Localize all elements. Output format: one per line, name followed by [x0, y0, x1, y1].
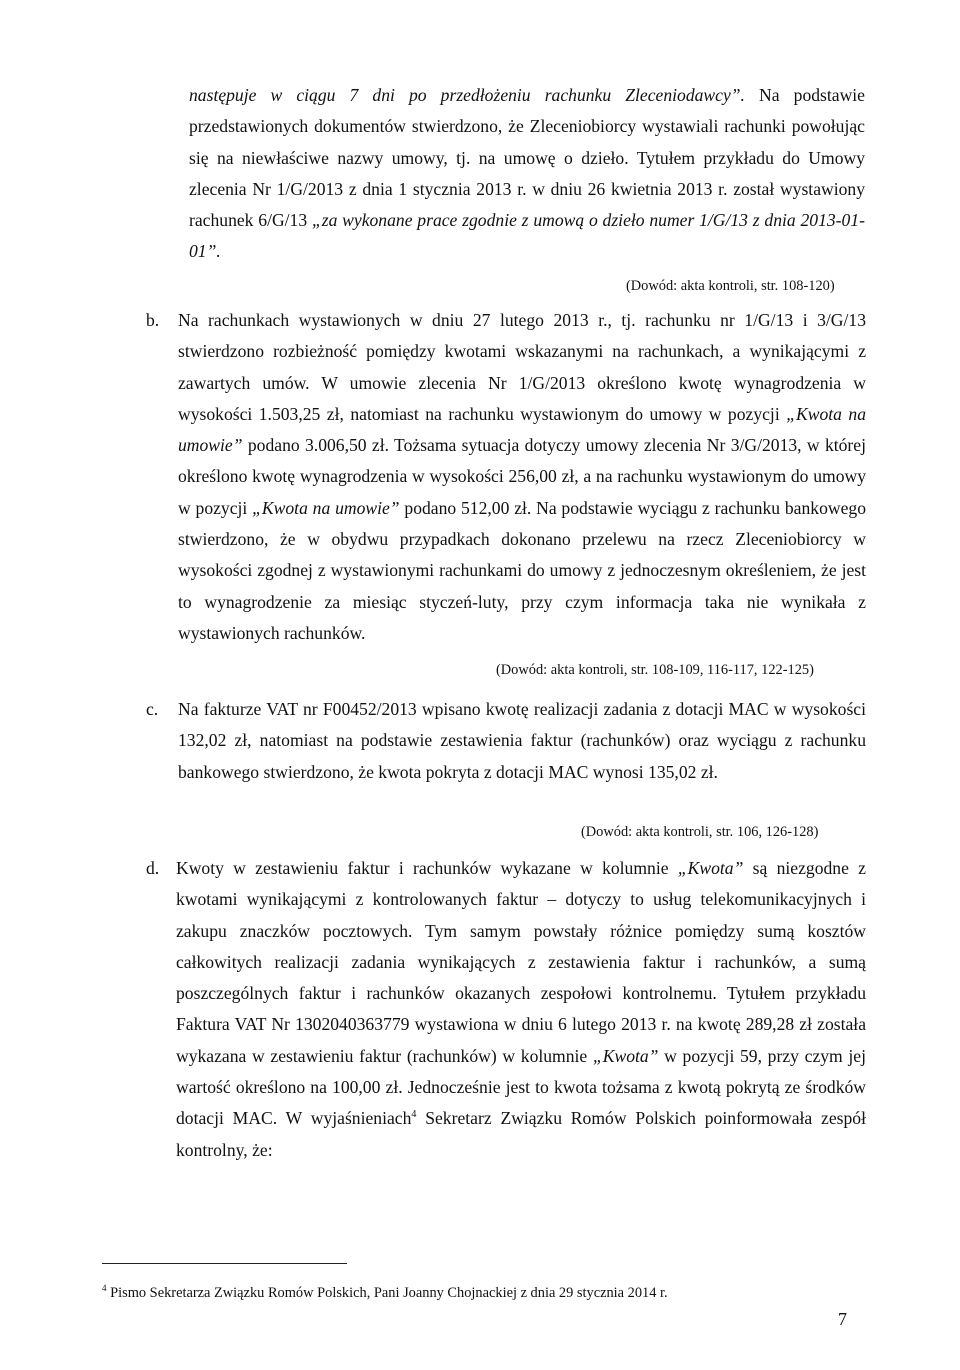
- evidence-note-b: (Dowód: akta kontroli, str. 108-109, 116-117, 122-125): [496, 662, 814, 678]
- amount-field-quote: „Kwota na umowie”: [252, 497, 400, 518]
- contract-quote: następuje w ciągu 7 dni po przedłożeniu rachunku Zleceniodawcy”.: [189, 85, 745, 105]
- item-label-b: b.: [146, 310, 160, 330]
- footnote-number: 4: [102, 1283, 107, 1294]
- item-body-d: Kwoty w zestawieniu faktur i rachunków wykazane w kolumnie „Kwota” są niezgodne z kwotami wynikającymi z kontrolowanych faktur – dotyczy to usług telekomunikacyjnych i zakupu znaczków pocztowych. Tym samym powstały różnice pomiędzy sumą kosztów całkowitych realizacji zadania wynikających z zestawienia faktur i rachunków, a sumą poszczególnych faktur i rachunków okazanych zespołowi kontrolnemu. Tytułem przykładu Faktura VAT Nr 1302040363779 wystawiona w dniu 6 lutego 2013 r. na kwotę 289,28 zł została wykazana w zestawieniu faktur (rachunków) w kolumnie „Kwota” w pozycji 59, przy czym jej wartość określono na 100,00 zł. Jednocześnie jest to kwota tożsama z kwotą pokrytą ze środków dotacji MAC. W wyjaśnieniach$^4$ Sekretarz Związku Romów Polskich poinformowała zespół kontrolny, że:: [176, 858, 866, 1160]
- item-label-c: c.: [146, 699, 159, 719]
- invoice-quote: „za wykonane prace zgodnie z umową o dzieło numer 1/G/13 z dnia 2013-01-01”.: [189, 210, 865, 262]
- item-label-d: d.: [146, 858, 160, 878]
- intro-paragraph: [189, 80, 865, 268]
- item-body-b: Na rachunkach wystawionych w dniu 27 lutego 2013 r., tj. rachunku nr 1/G/13 i 3/G/13 stwierdzono rozbieżność pomiędzy kwotami wskazanymi na rachunkach, a wynikającymi z zawartych umów. W umowie zlecenia Nr 1/G/2013 określono kwotę wynagrodzenia w wysokości 1.503,25 zł, natomiast na rachunku wystawionym do umowy w pozycji „Kwota na umowie” podano 3.006,50 zł. Tożsama sytuacja dotyczy umowy zlecenia Nr 3/G/2013, w której określono kwotę wynagrodzenia w wysokości 256,00 zł, a na rachunku wystawionym do umowy w pozycji „Kwota na umowie” podano 512,00 zł. Na podstawie wyciągu z rachunku bankowego stwierdzono, że w obydwu przypadkach dokonano przelewu na rzecz Zleceniobiorcy w wysokości zgodnej z wystawionymi rachunkami do umowy z jednoczesnym określeniem, że jest to wynagrodzenie za miesiąc styczeń-luty, przy czym informacja taka nie wynikała z wystawionych rachunków.: [178, 310, 866, 643]
- evidence-note-a: (Dowód: akta kontroli, str. 108-120): [626, 278, 835, 294]
- footnote-divider: [102, 1263, 347, 1264]
- page-number: 7: [838, 1309, 847, 1329]
- amount-field-quote: „Kwota na umowie”: [178, 403, 866, 456]
- intro-text: Na podstawie przedstawionych dokumentów stwierdzono, że Zleceniobiorcy wystawiali rachunki powołując się na niewłaściwe nazwy umowy, tj. na umowę o dzieło. Tytułem przykładu do Umowy zlecenia Nr 1/G/2013 z dnia 1 stycznia 2013 r. w dniu 26 kwietnia 2013 r. został wystawiony rachunek 6/G/13: [189, 85, 865, 231]
- footnote: [102, 1283, 668, 1303]
- footnote-reference[interactable]: 4: [411, 1109, 417, 1121]
- evidence-note-c: (Dowód: akta kontroli, str. 106, 126-128): [581, 824, 819, 840]
- column-quote: „Kwota”: [677, 858, 744, 878]
- footnote-text: Pismo Sekretarza Związku Romów Polskich, Pani Joanny Chojnackiej z dnia 29 stycznia 2014 r.: [106, 1285, 668, 1301]
- item-body-c: Na fakturze VAT nr F00452/2013 wpisano kwotę realizacji zadania z dotacji MAC w wysokości 132,02 zł, natomiast na podstawie zestawienia faktur (rachunków) oraz wyciągu z rachunku bankowego stwierdzono, że kwota pokryta z dotacji MAC wynosi 135,02 zł.: [178, 699, 866, 782]
- column-quote: „Kwota”: [592, 1045, 659, 1066]
